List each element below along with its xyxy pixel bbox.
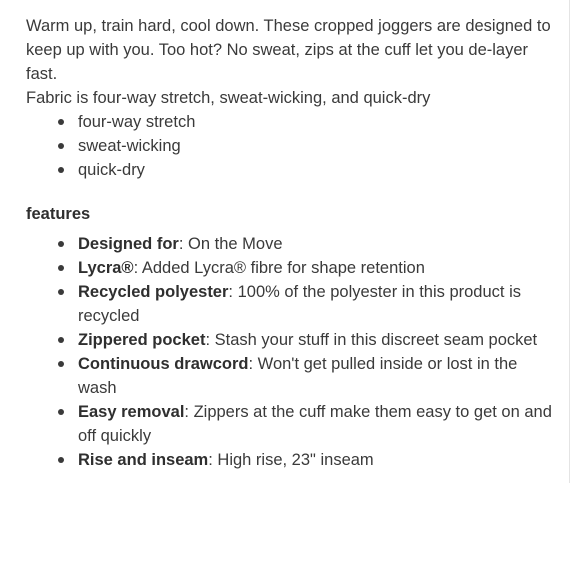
bullet-icon: [58, 143, 64, 149]
feature-value: : On the Move: [178, 235, 283, 253]
feature-value: : High rise, 23" inseam: [208, 451, 374, 469]
list-item: [26, 256, 556, 280]
fabric-list: [26, 110, 556, 182]
fabric-item-text: sweat-wicking: [78, 137, 181, 155]
feature-label: Continuous drawcord: [78, 355, 249, 373]
list-item: [26, 328, 556, 352]
description-intro: Warm up, train hard, cool down. These cropped joggers are designed to keep up with you. Too hot? No sweat, zips at the cuff let you de-layer fast.: [26, 17, 551, 83]
list-item: [26, 232, 556, 256]
bullet-icon: [58, 265, 64, 271]
bullet-icon: [58, 409, 64, 415]
bullet-icon: [58, 361, 64, 367]
feature-value: : Zippers at the cuff make them easy to get on and off quickly: [78, 403, 552, 445]
list-item: [26, 134, 556, 158]
product-description-content: [26, 14, 556, 472]
fabric-item-text: quick-dry: [78, 161, 145, 179]
bullet-icon: [58, 289, 64, 295]
bullet-icon: [58, 119, 64, 125]
list-item: [26, 158, 556, 182]
feature-label: Easy removal: [78, 403, 185, 421]
feature-label: Lycra®: [78, 259, 134, 277]
bullet-icon: [58, 457, 64, 463]
bullet-icon: [58, 241, 64, 247]
feature-label: Recycled polyester: [78, 283, 229, 301]
list-item: [26, 280, 556, 328]
fabric-summary: Fabric is four-way stretch, sweat-wicking, and quick-dry: [26, 89, 431, 107]
feature-value: : 100% of the polyester in this product is recycled: [78, 283, 521, 325]
feature-label: Zippered pocket: [78, 331, 206, 349]
list-item: [26, 110, 556, 134]
feature-label: Designed for: [78, 235, 179, 253]
bullet-icon: [58, 167, 64, 173]
bullet-icon: [58, 337, 64, 343]
feature-value: : Added Lycra® fibre for shape retention: [133, 259, 425, 277]
fabric-item-text: four-way stretch: [78, 113, 196, 131]
list-item: [26, 448, 556, 472]
feature-label: Rise and inseam: [78, 451, 209, 469]
list-item: [26, 352, 556, 400]
feature-value: : Won't get pulled inside or lost in the wash: [78, 355, 518, 397]
list-item: [26, 400, 556, 448]
features-heading: features: [26, 205, 91, 223]
feature-value: : Stash your stuff in this discreet seam pocket: [205, 331, 538, 349]
features-list: [26, 232, 556, 472]
